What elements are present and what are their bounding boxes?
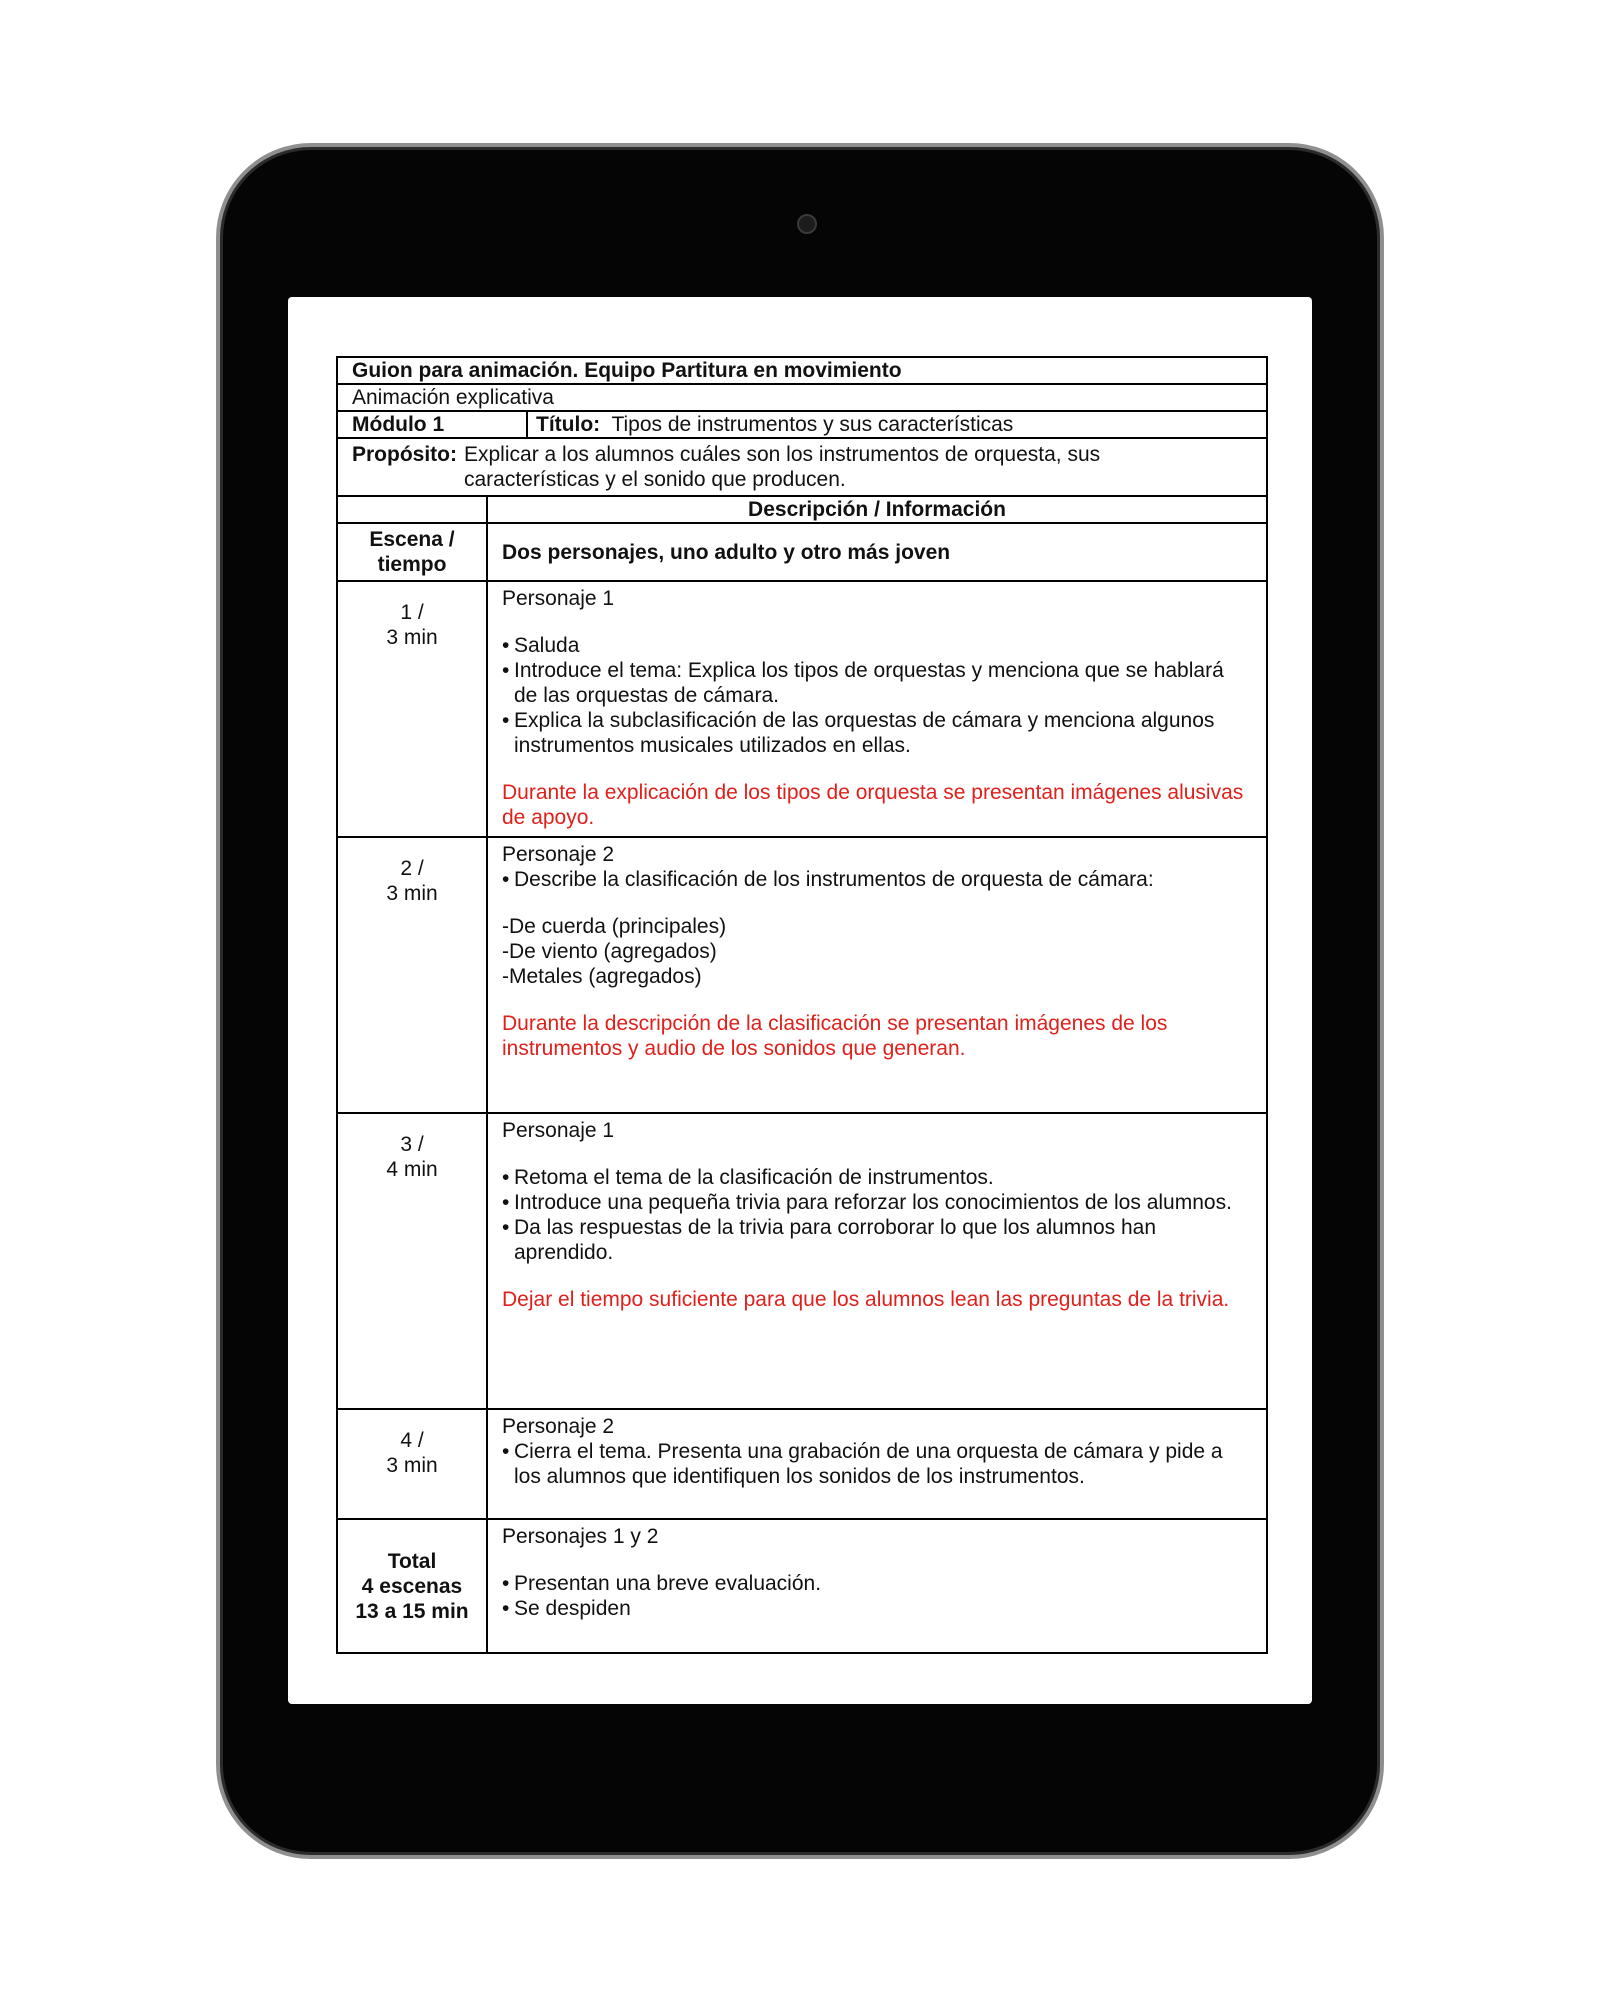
action-bullet: • Retoma el tema de la clasificación de instrumentos. <box>502 1165 1252 1190</box>
total-row <box>337 1519 1267 1653</box>
character-name: Personaje 2 <box>502 1415 615 1438</box>
instrument-category: -De viento (agregados) <box>502 940 717 963</box>
empty-heading-cell <box>337 496 487 523</box>
scene-time: 3 min <box>386 626 438 649</box>
action-bullet: • Cierra el tema. Presenta una grabación de una orquesta de cámara y pide a los alumnos que identifiquen los sonidos de los instrumentos. <box>502 1439 1252 1489</box>
scene-description <box>487 581 1267 837</box>
scene-number: 2 / <box>400 857 424 880</box>
scene-description <box>487 1409 1267 1519</box>
purpose-row <box>337 438 1267 496</box>
type-row <box>337 384 1267 411</box>
characters-label: Dos personajes, uno adulto y otro más joven <box>487 523 1267 581</box>
scene-number: 4 / <box>400 1429 424 1452</box>
character-name: Personaje 1 <box>502 587 615 610</box>
scene-column-label: Escena / tiempo <box>337 523 487 581</box>
action-bullet: • Explica la subclasificación de las orquestas de cámara y menciona algunos instrumentos musicales utilizados en ellas. <box>502 708 1252 758</box>
scene-time: 3 min <box>386 1454 438 1477</box>
production-note: Durante la explicación de los tipos de orquesta se presentan imágenes alusivas de apoyo. <box>502 781 1244 829</box>
action-bullet: • Se despiden <box>502 1596 1252 1621</box>
description-heading: Descripción / Información <box>487 496 1267 523</box>
scene-number: 1 / <box>400 601 424 624</box>
title-label: Título: <box>536 413 601 436</box>
total-scenes: 4 escenas <box>361 1574 463 1598</box>
column-header-row <box>337 523 1267 581</box>
scene-cell <box>337 1113 487 1409</box>
scene-row-4 <box>337 1409 1267 1519</box>
instrument-category: -De cuerda (principales) <box>502 915 727 938</box>
purpose-label: Propósito: <box>352 443 457 466</box>
scene-cell <box>337 837 487 1113</box>
action-bullet: • Da las respuestas de la trivia para corroborar lo que los alumnos han aprendido. <box>502 1215 1252 1265</box>
animation-type: Animación explicativa <box>337 384 1267 411</box>
scene-row-2 <box>337 837 1267 1113</box>
script-title: Guion para animación. Equipo Partitura en movimiento <box>337 357 1267 384</box>
title-row <box>337 357 1267 384</box>
tablet-frame <box>216 143 1384 1859</box>
character-name: Personaje 2 <box>502 843 615 866</box>
purpose-cell <box>337 438 1267 496</box>
action-bullet: • Saluda <box>502 633 1252 658</box>
total-description <box>487 1519 1267 1653</box>
scene-row-3 <box>337 1113 1267 1409</box>
total-time: 13 a 15 min <box>355 1599 469 1623</box>
description-heading-row <box>337 496 1267 523</box>
production-note: Durante la descripción de la clasificación se presentan imágenes de los instrumentos y audio de los sonidos que generan. <box>502 1012 1168 1060</box>
scene-number: 3 / <box>400 1133 424 1156</box>
title-cell <box>527 411 1267 438</box>
action-bullet: • Introduce una pequeña trivia para reforzar los conocimientos de los alumnos. <box>502 1190 1252 1215</box>
scene-time: 4 min <box>386 1158 438 1181</box>
scene-description <box>487 1113 1267 1409</box>
character-name: Personajes 1 y 2 <box>502 1525 659 1548</box>
scene-time: 3 min <box>386 882 438 905</box>
camera-lens <box>797 214 817 234</box>
purpose-value: Explicar a los alumnos cuáles son los instrumentos de orquesta, sus características y el sonido que producen. <box>464 443 1101 491</box>
character-name: Personaje 1 <box>502 1119 615 1142</box>
scene-row-1 <box>337 581 1267 837</box>
action-bullet: • Introduce el tema: Explica los tipos de orquestas y menciona que se hablará de las orquestas de cámara. <box>502 658 1252 708</box>
scene-cell <box>337 581 487 837</box>
instrument-category: -Metales (agregados) <box>502 965 702 988</box>
production-note: Dejar el tiempo suficiente para que los alumnos lean las preguntas de la trivia. <box>502 1288 1230 1311</box>
module-row <box>337 411 1267 438</box>
total-label: Total <box>387 1549 437 1573</box>
total-cell <box>337 1519 487 1653</box>
script-table <box>336 356 1268 1654</box>
action-bullet: • Presentan una breve evaluación. <box>502 1571 1252 1596</box>
module-label: Módulo 1 <box>337 411 527 438</box>
scene-cell <box>337 1409 487 1519</box>
scene-description <box>487 837 1267 1113</box>
action-bullet: • Describe la clasificación de los instrumentos de orquesta de cámara: <box>502 867 1252 892</box>
title-value: Tipos de instrumentos y sus características <box>611 413 1014 436</box>
tablet-screen <box>288 297 1312 1704</box>
